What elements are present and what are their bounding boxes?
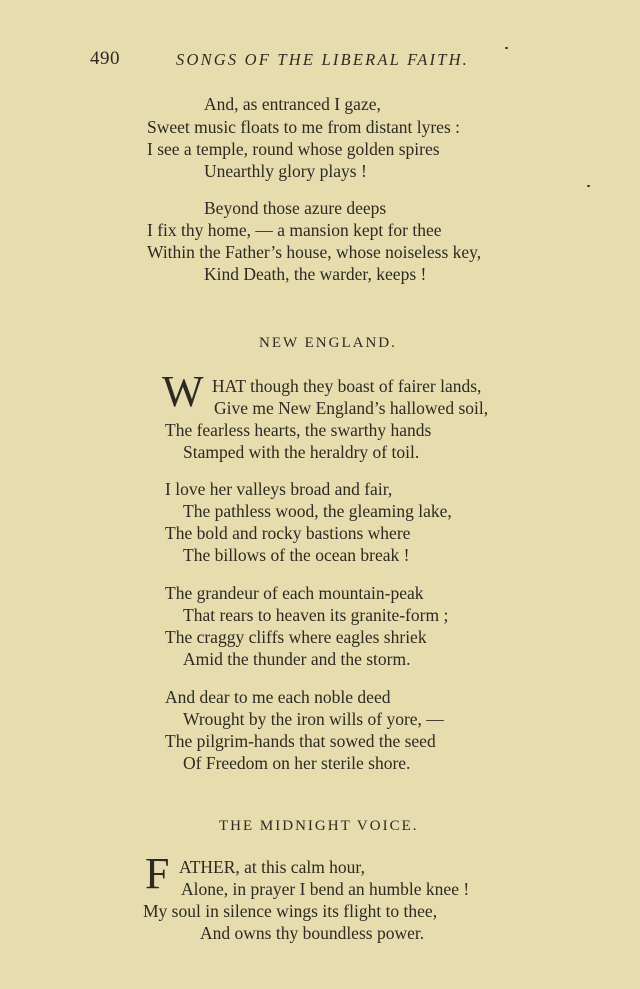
poem-title: THE MIDNIGHT VOICE.: [219, 818, 419, 834]
verse-line: Stamped with the heraldry of toil.: [183, 442, 420, 462]
verse-line: And, as entranced I gaze,: [204, 94, 381, 114]
verse-line: That rears to heaven its granite-form ;: [183, 605, 449, 625]
running-title: SONGS OF THE LIBERAL FAITH.: [176, 50, 470, 69]
verse-line: The pilgrim-hands that sowed the seed: [165, 731, 436, 751]
verse-line: Of Freedom on her sterile shore.: [183, 753, 411, 773]
verse-line: Wrought by the iron wills of yore, —: [183, 709, 444, 729]
verse-line: Give me New England’s hallowed soil,: [214, 398, 489, 418]
ink-speck: [587, 185, 590, 187]
verse-line: The bold and rocky bastions where: [165, 523, 411, 543]
verse-line: The grandeur of each mountain-peak: [165, 583, 424, 603]
verse-line: The billows of the ocean break !: [183, 545, 410, 565]
verse-line: Amid the thunder and the storm.: [183, 649, 411, 669]
ink-speck: [505, 47, 508, 49]
verse-line: Beyond those azure deeps: [204, 198, 387, 218]
verse-line: And owns thy boundless power.: [200, 923, 425, 943]
drop-cap: W: [162, 367, 204, 416]
verse-line: I fix thy home, — a mansion kept for thee: [147, 220, 442, 240]
verse-line: Kind Death, the warder, keeps !: [204, 264, 427, 284]
verse-line: Alone, in prayer I bend an humble knee !: [181, 879, 470, 899]
verse-line: The pathless wood, the gleaming lake,: [183, 501, 452, 521]
verse-line: The craggy cliffs where eagles shriek: [165, 627, 427, 647]
verse-line: I see a temple, round whose golden spires: [147, 139, 440, 159]
verse-line: The fearless hearts, the swarthy hands: [165, 420, 432, 440]
verse-line: And dear to me each noble deed: [165, 687, 391, 707]
page-number: 490: [90, 48, 120, 69]
verse-line: My soul in silence wings its flight to thee,: [143, 901, 438, 921]
verse-line: HAT though they boast of fairer lands,: [212, 376, 482, 396]
poem-title: NEW ENGLAND.: [259, 335, 397, 351]
verse-line: Sweet music floats to me from distant lyres :: [147, 117, 461, 137]
verse-line: Unearthly glory plays !: [204, 161, 367, 181]
verse-line: Within the Father’s house, whose noiseless key,: [147, 242, 482, 262]
verse-line: ATHER, at this calm hour,: [179, 857, 365, 877]
drop-cap: F: [145, 849, 170, 898]
verse-line: I love her valleys broad and fair,: [165, 479, 393, 499]
